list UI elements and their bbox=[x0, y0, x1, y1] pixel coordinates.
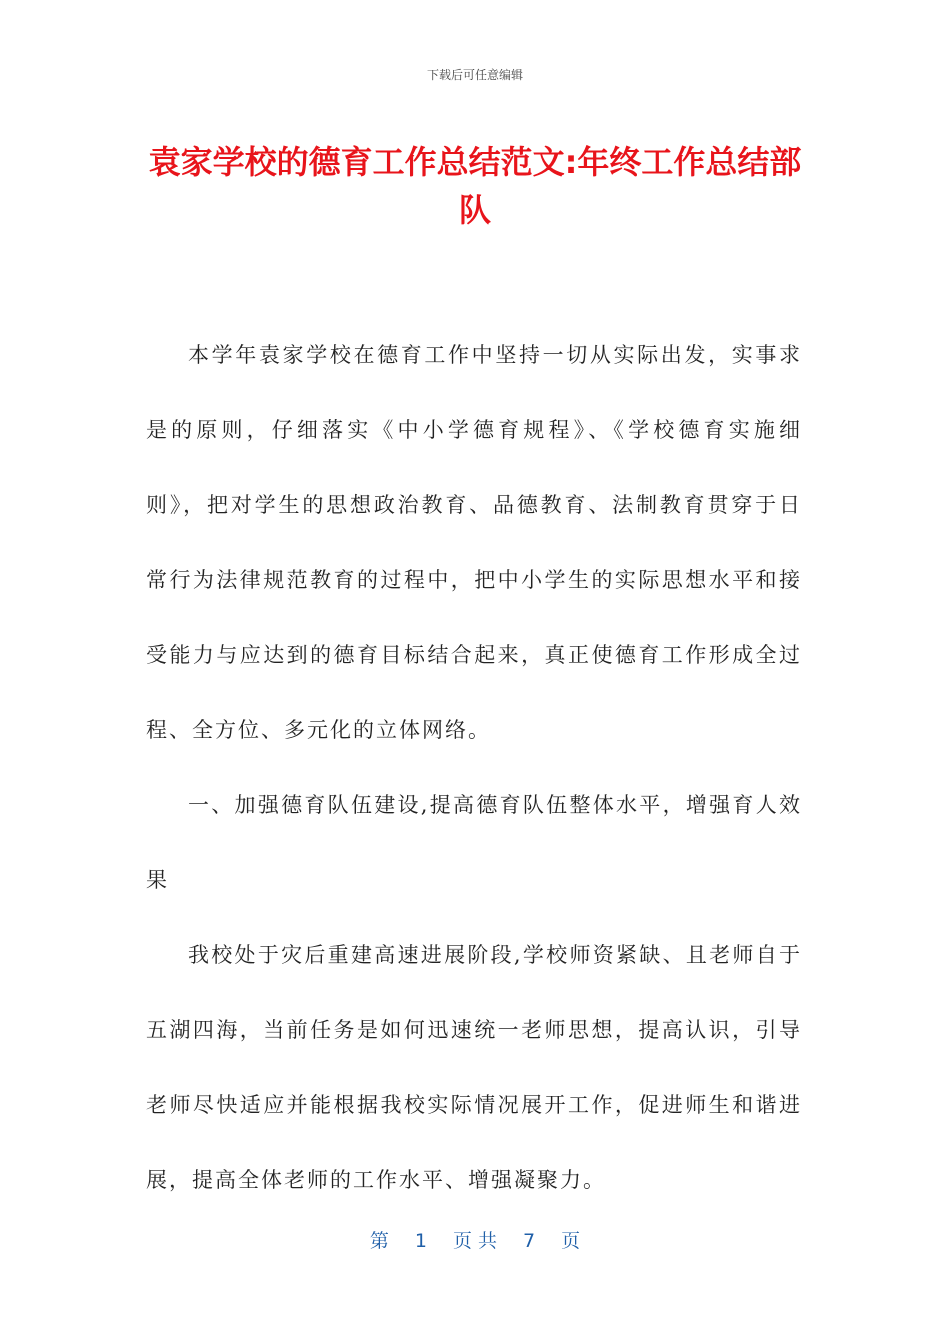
paragraph-intro: 本学年袁家学校在德育工作中坚持一切从实际出发，实事求是的原则，仔细落实《中小学德育规程》、《学校德育实施细则》，把对学生的思想政治教育、品德教育、法制教育贯穿于日常行为法律规范教育的过程中，把中小学生的实际思想水平和接受能力与应达到的德育目标结合起来，真正使德育工作形成全过程、全方位、多元化的立体网络。 bbox=[146, 343, 802, 742]
footer-page-number: 1 bbox=[414, 1230, 427, 1252]
document-title: 袁家学校的德育工作总结范文:年终工作总结部队 bbox=[148, 143, 802, 229]
footer-page-label: 第 bbox=[369, 1230, 389, 1252]
paragraph-section-heading: 一、加强德育队伍建设,提高德育队伍整体水平，增强育人效果 bbox=[146, 793, 802, 892]
footer-pages-label: 页 bbox=[561, 1230, 581, 1252]
footer-total-pages: 7 bbox=[523, 1230, 536, 1252]
page-footer bbox=[0, 1226, 950, 1253]
footer-of-label: 页 共 bbox=[452, 1230, 498, 1252]
paragraph-section-body: 我校处于灾后重建高速进展阶段,学校师资紧缺、且老师自于五湖四海，当前任务是如何迅速统一老师思想，提高认识，引导老师尽快适应并能根据我校实际情况展开工作，促进师生和谐进展，提高全体老师的工作水平、增强凝聚力。 bbox=[146, 943, 802, 1192]
page-header-note: 下载后可任意编辑 bbox=[426, 68, 523, 82]
document-body bbox=[146, 318, 802, 1218]
